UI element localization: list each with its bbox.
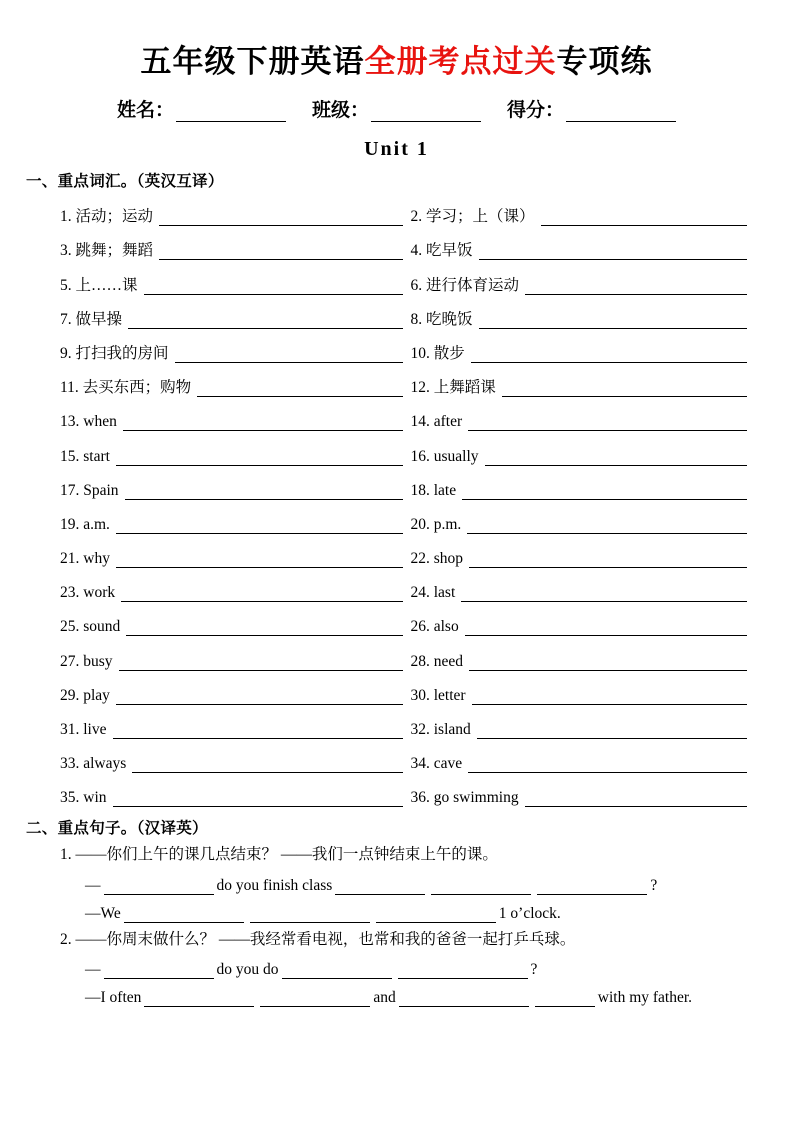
answer-suffix: ? (530, 960, 538, 978)
vocab-answer-blank[interactable] (113, 791, 403, 807)
title-part-2: 专项练 (556, 44, 653, 79)
vocab-item (411, 263, 762, 297)
vocab-answer-blank[interactable] (465, 620, 747, 636)
vocab-term: 24. last (410, 584, 456, 602)
vocab-term: 10. 散步 (410, 344, 465, 362)
vocab-term: 15. start (60, 447, 110, 465)
vocab-item (411, 366, 762, 400)
vocab-row (60, 400, 761, 434)
vocab-answer-blank[interactable] (502, 381, 747, 397)
answer-middle-text: do you finish class (216, 876, 333, 894)
name-label: 姓名： (116, 100, 174, 121)
vocab-term: 21. why (60, 550, 110, 568)
vocab-item (60, 537, 411, 571)
vocab-item (411, 229, 762, 263)
vocab-item (411, 605, 762, 639)
vocab-answer-blank[interactable] (468, 757, 747, 773)
vocab-item (60, 742, 411, 776)
vocab-term: 1. 活动；运动 (60, 208, 154, 226)
answer-blank[interactable] (335, 879, 425, 895)
vocab-item (60, 674, 411, 708)
vocab-answer-blank[interactable] (144, 279, 403, 295)
vocab-section-heading: 一、重点词汇。（英汉互译） (26, 173, 224, 190)
vocab-item (411, 571, 762, 605)
answer-prefix: — (85, 960, 101, 978)
vocab-row (60, 708, 761, 742)
vocab-term: 23. work (60, 584, 116, 602)
vocab-term: 34. cave (410, 755, 463, 773)
vocab-term: 22. shop (410, 550, 464, 568)
vocab-item (60, 605, 411, 639)
vocab-item (411, 503, 762, 537)
vocab-term: 7. 做早操 (60, 310, 123, 328)
vocab-answer-blank[interactable] (128, 313, 402, 329)
vocab-item (60, 366, 411, 400)
vocab-item (411, 639, 762, 673)
vocab-item (60, 434, 411, 468)
vocab-term: 29. play (60, 686, 110, 704)
vocab-item (60, 776, 411, 810)
class-field[interactable] (312, 95, 481, 122)
vocab-answer-blank[interactable] (119, 655, 403, 671)
vocab-answer-blank[interactable] (116, 689, 403, 705)
answer-blank[interactable] (250, 907, 370, 923)
vocab-term: 11. 去买东西；购物 (60, 379, 192, 397)
vocab-term: 2. 学习；上（课） (410, 208, 535, 226)
answer-suffix: with my father. (597, 988, 693, 1006)
vocab-term: 35. win (60, 789, 107, 807)
vocab-item (411, 742, 762, 776)
answer-blank[interactable] (431, 879, 531, 895)
vocab-item (411, 298, 762, 332)
vocab-answer-blank[interactable] (541, 210, 747, 226)
title-part-1: 五年级下册英语 (140, 44, 365, 79)
vocab-item (411, 674, 762, 708)
vocab-term: 14. after (410, 413, 463, 431)
vocab-term: 5. 上……课 (60, 276, 138, 294)
vocab-item (411, 332, 762, 366)
answer-blank[interactable] (104, 879, 214, 895)
vocab-answer-blank[interactable] (123, 415, 403, 431)
answer-blank[interactable] (282, 963, 392, 979)
vocab-term: 32. island (410, 721, 471, 738)
vocab-item (411, 400, 762, 434)
answer-prefix: — (85, 876, 101, 894)
vocab-answer-blank[interactable] (113, 723, 403, 739)
vocab-row (60, 639, 761, 673)
vocab-answer-blank[interactable] (468, 415, 747, 431)
vocab-answer-blank[interactable] (159, 244, 402, 260)
vocab-term: 36. go swimming (410, 789, 519, 807)
answer-blank[interactable] (144, 991, 254, 1007)
sentence-answer-line (82, 877, 757, 895)
vocab-answer-blank[interactable] (125, 484, 403, 500)
vocab-row (60, 332, 761, 366)
vocab-row (60, 605, 761, 639)
vocab-answer-blank[interactable] (159, 210, 402, 226)
vocab-item (60, 708, 411, 742)
vocab-term: 20. p.m. (410, 515, 462, 533)
vocab-term: 17. Spain (60, 481, 119, 499)
vocab-term: 4. 吃早饭 (410, 242, 473, 260)
vocab-item (60, 400, 411, 434)
vocab-row (60, 537, 761, 571)
student-info-row (26, 95, 767, 122)
vocab-term: 26. also (410, 618, 459, 636)
vocab-term: 13. when (60, 413, 117, 431)
vocab-answer-blank[interactable] (175, 347, 403, 363)
answer-prefix: —We (85, 904, 121, 922)
vocab-item (411, 537, 762, 571)
score-field[interactable] (507, 95, 676, 122)
vocab-row (60, 298, 761, 332)
vocab-item (411, 469, 762, 503)
answer-prefix: —I often (85, 988, 142, 1006)
vocab-answer-blank[interactable] (197, 381, 402, 397)
vocab-answer-blank[interactable] (471, 347, 747, 363)
sentence-prompt: 2. ——你周末做什么？ ——我经常看电视，也常和我的爸爸一起打乒乓球。 (60, 930, 576, 948)
answer-suffix: 1 o’clock. (498, 904, 561, 922)
vocab-answer-blank[interactable] (469, 655, 747, 671)
vocab-term: 8. 吃晚饭 (410, 310, 473, 328)
vocab-row (60, 776, 761, 810)
sentence-prompt: 1. ——你们上午的课几点结束？ ——我们一点钟结束上午的课。 (60, 846, 498, 864)
vocab-item (60, 639, 411, 673)
answer-middle-text: and (373, 988, 396, 1006)
vocab-term: 12. 上舞蹈课 (410, 379, 496, 397)
vocab-answer-blank[interactable] (479, 244, 747, 260)
answer-blank[interactable] (537, 879, 647, 895)
vocab-answer-blank[interactable] (132, 757, 402, 773)
vocab-answer-blank[interactable] (479, 313, 747, 329)
vocab-grid (26, 195, 767, 810)
vocab-term: 25. sound (60, 618, 121, 636)
answer-blank[interactable] (124, 907, 244, 923)
vocab-answer-blank[interactable] (116, 552, 403, 568)
sentence-section-heading: 二、重点句子。（汉译英） (26, 820, 208, 838)
vocab-answer-blank[interactable] (469, 552, 747, 568)
vocab-answer-blank[interactable] (477, 723, 747, 739)
vocab-term: 6. 进行体育运动 (410, 276, 520, 294)
vocab-item (60, 503, 411, 537)
vocab-answer-blank[interactable] (121, 586, 402, 602)
vocab-answer-blank[interactable] (462, 484, 747, 500)
unit-heading: Unit 1 (364, 138, 429, 160)
vocab-item (60, 332, 411, 366)
vocab-term: 18. late (410, 481, 457, 499)
vocab-term: 16. usually (410, 447, 479, 465)
vocab-row (60, 263, 761, 297)
vocab-answer-blank[interactable] (485, 450, 747, 466)
vocab-item (60, 469, 411, 503)
vocab-row (60, 229, 761, 263)
answer-middle-text: do you do (216, 960, 279, 978)
answer-blank[interactable] (376, 907, 496, 923)
vocab-term: 9. 打扫我的房间 (60, 344, 169, 362)
vocab-term: 30. letter (410, 686, 466, 704)
vocab-item (60, 195, 411, 229)
vocab-item (411, 434, 762, 468)
vocab-answer-blank[interactable] (525, 791, 747, 807)
vocab-answer-blank[interactable] (525, 279, 747, 295)
answer-blank[interactable] (104, 963, 214, 979)
score-label: 得分： (507, 100, 565, 121)
vocab-item (411, 708, 762, 742)
answer-blank[interactable] (535, 991, 595, 1007)
page-title (26, 36, 767, 81)
answer-blank[interactable] (260, 991, 370, 1007)
vocab-row (60, 434, 761, 468)
name-blank[interactable] (176, 104, 286, 122)
vocab-item (60, 263, 411, 297)
sentence-answer-line (82, 989, 757, 1007)
vocab-item (60, 571, 411, 605)
vocab-term: 31. live (60, 721, 107, 738)
vocab-term: 27. busy (60, 652, 113, 670)
sentence-answer-line (82, 961, 757, 979)
vocab-item (411, 195, 762, 229)
vocab-answer-blank[interactable] (126, 620, 402, 636)
vocab-row (60, 195, 761, 229)
class-blank[interactable] (371, 104, 481, 122)
vocab-row (60, 674, 761, 708)
score-blank[interactable] (566, 104, 676, 122)
answer-blank[interactable] (398, 963, 528, 979)
vocab-item (411, 776, 762, 810)
vocab-term: 19. a.m. (60, 515, 110, 533)
name-field[interactable] (117, 95, 286, 122)
answer-blank[interactable] (399, 991, 529, 1007)
vocab-answer-blank[interactable] (472, 689, 747, 705)
title-part-red: 全册考点过关 (364, 44, 557, 79)
vocab-item (60, 298, 411, 332)
vocab-row (60, 742, 761, 776)
vocab-row (60, 571, 761, 605)
vocab-answer-blank[interactable] (467, 518, 747, 534)
vocab-answer-blank[interactable] (116, 518, 403, 534)
vocab-row (60, 503, 761, 537)
vocab-term: 28. need (410, 652, 464, 670)
vocab-answer-blank[interactable] (461, 586, 747, 602)
vocab-row (60, 366, 761, 400)
sentence-section (26, 843, 767, 1007)
class-label: 班级： (311, 100, 369, 121)
vocab-term: 3. 跳舞；舞蹈 (60, 242, 154, 260)
vocab-answer-blank[interactable] (116, 450, 403, 466)
vocab-row (60, 469, 761, 503)
vocab-term: 33. always (60, 755, 127, 773)
vocab-item (60, 229, 411, 263)
answer-suffix: ? (650, 876, 658, 894)
sentence-answer-line (82, 905, 757, 923)
